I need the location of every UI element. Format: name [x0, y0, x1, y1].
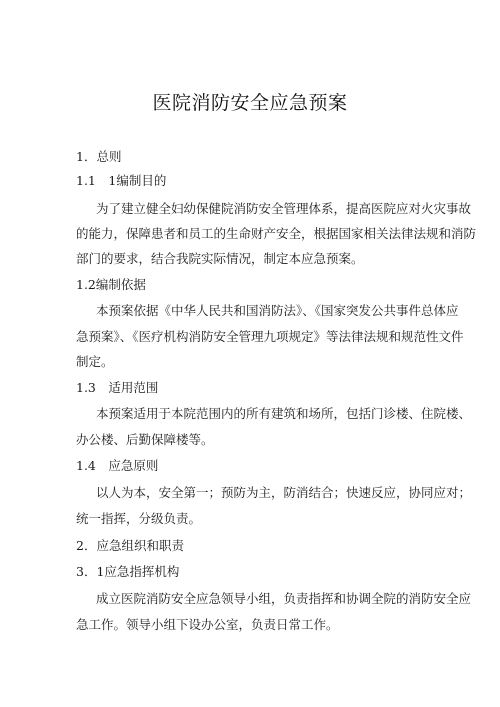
paragraph-line: 办公楼、后勤保障楼等。 — [76, 432, 214, 447]
section-heading-general: 1．总则 — [76, 149, 122, 164]
paragraph-line: 部门的要求，结合我院实际情况，制定本应急预案。 — [76, 251, 364, 266]
section-heading-principles: 1.4 应急原则 — [76, 458, 159, 473]
section-heading-purpose: 1.1 1编制目的 — [76, 173, 167, 188]
section-heading-basis: 1.2编制依据 — [76, 277, 146, 292]
section-heading-command: 3．1应急指挥机构 — [76, 564, 180, 579]
paragraph-line: 制定。 — [76, 354, 114, 369]
paragraph-line: 本预案适用于本院范围内的所有建筑和场所，包括门诊楼、住院楼、 — [96, 406, 472, 421]
paragraph-line: 成立医院消防安全应急领导小组，负责指挥和协调全院的消防安全应 — [96, 591, 472, 606]
paragraph-line: 本预案依据《中华人民共和国消防法》、《国家突发公共事件总体应 — [96, 303, 459, 318]
paragraph-line: 的能力，保障患者和员工的生命财产安全，根据国家相关法律法规和消防 — [76, 226, 477, 241]
document-title: 医院消防安全应急预案 — [152, 92, 348, 114]
paragraph-line: 急工作。领导小组下设办公室，负责日常工作。 — [76, 617, 339, 632]
paragraph-line: 为了建立健全妇幼保健院消防安全管理体系，提高医院应对火灾事故 — [96, 201, 472, 216]
section-heading-scope: 1.3 适用范围 — [76, 380, 159, 395]
paragraph-line: 急预案》、《医疗机构消防安全管理九项规定》等法律法规和规范性文件 — [76, 329, 464, 344]
paragraph-line: 以人为本，安全第一；预防为主，防消结合；快速反应，协同应对； — [96, 485, 472, 500]
section-heading-organization: 2．应急组织和职责 — [76, 538, 184, 553]
paragraph-line: 统一指挥，分级负责。 — [76, 511, 202, 526]
